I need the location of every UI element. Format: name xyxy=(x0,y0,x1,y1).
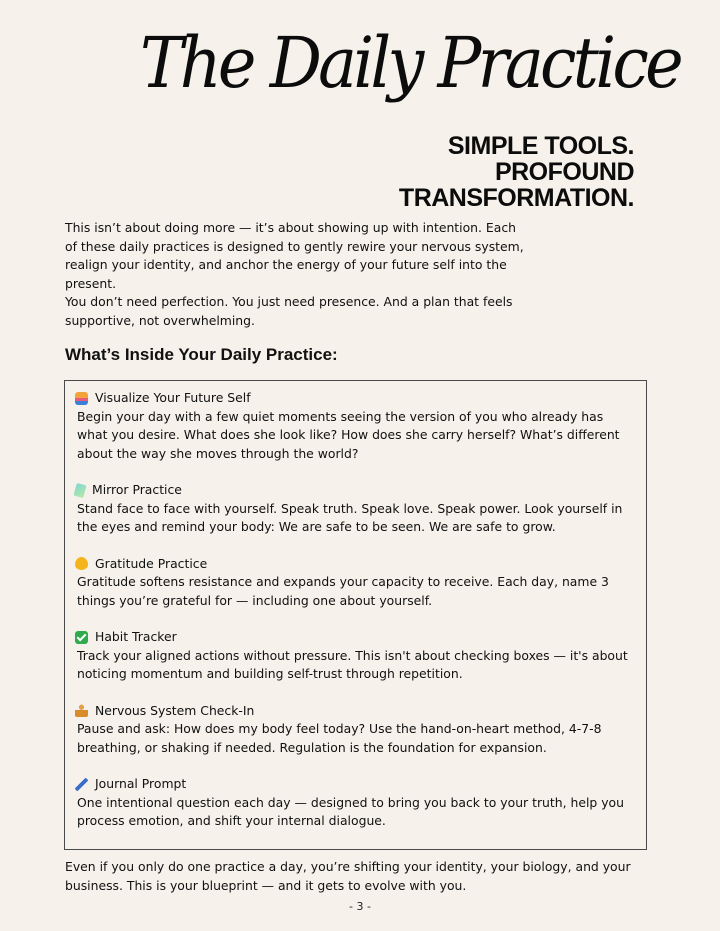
practice-body: Track your aligned actions without pressure. This isn't about checking boxes — it's about noticing momentum and building self-trust through repetition. xyxy=(77,647,628,681)
practice-item-mirror xyxy=(75,481,636,537)
practice-title: Journal Prompt xyxy=(95,776,187,791)
page-title: The Daily Practice xyxy=(140,22,680,104)
practice-title: Gratitude Practice xyxy=(95,555,208,571)
practice-body: One intentional question each day — designed to bring you back to your truth, help you process emotion, and shift your internal dialogue. xyxy=(77,794,624,828)
section-heading: What’s Inside Your Daily Practice: xyxy=(65,345,338,364)
practice-body: Gratitude softens resistance and expands your capacity to receive. Each day, name 3 things you’re grateful for — including one about yourself. xyxy=(77,574,609,608)
subtitle xyxy=(314,133,634,211)
subtitle-line-1: SIMPLE TOOLS. xyxy=(447,132,634,160)
practice-title: Mirror Practice xyxy=(92,482,182,497)
practice-body: Stand face to face with yourself. Speak truth. Speak love. Speak power. Look yourself in the eyes and remind your body: We are safe to be seen. We are safe to grow. xyxy=(77,500,623,534)
practice-title: Nervous System Check-In xyxy=(95,702,255,718)
intro-paragraph-1: This isn’t about doing more — it’s about showing up with intention. Each of these daily practices is designed to gently rewire your nervous system, realign your identity, and anchor the energy of your future self into the present. xyxy=(65,220,524,291)
intro-paragraph-2: You don’t need perfection. You just need presence. And a plan that feels supportive, not overwhelming. xyxy=(65,294,513,328)
practice-item-journal xyxy=(75,775,636,831)
practice-item-nervous-system xyxy=(75,702,636,758)
practice-item-visualize xyxy=(75,389,636,463)
meditation-icon xyxy=(75,704,88,717)
practices-box xyxy=(64,380,647,850)
sunrise-icon xyxy=(75,392,88,405)
practice-body: Begin your day with a few quiet moments seeing the version of you who already has what you desire. What does she look like? How does she carry herself? What’s different about the way she moves through the world? xyxy=(77,408,620,461)
practice-item-habit-tracker xyxy=(75,628,636,684)
intro-text xyxy=(65,219,525,330)
mirror-icon xyxy=(73,483,86,498)
practice-item-gratitude xyxy=(75,555,636,611)
page-number: - 3 - xyxy=(349,900,371,913)
closing-text: Even if you only do one practice a day, you’re shifting your identity, your biology, and your business. This is your blueprint — and it gets to evolve with you. xyxy=(65,859,631,893)
practice-title: Visualize Your Future Self xyxy=(95,390,251,405)
paintbrush-icon xyxy=(75,778,88,791)
check-icon xyxy=(75,631,88,644)
practice-body: Pause and ask: How does my body feel today? Use the hand-on-heart method, 4-7-8 breathing, or shaking if needed. Regulation is the foundation for expansion. xyxy=(77,721,602,755)
subtitle-line-2: PROFOUND xyxy=(494,158,634,186)
subtitle-line-3: TRANSFORMATION. xyxy=(398,184,634,212)
heart-icon xyxy=(75,557,88,570)
practice-title: Habit Tracker xyxy=(95,629,177,644)
